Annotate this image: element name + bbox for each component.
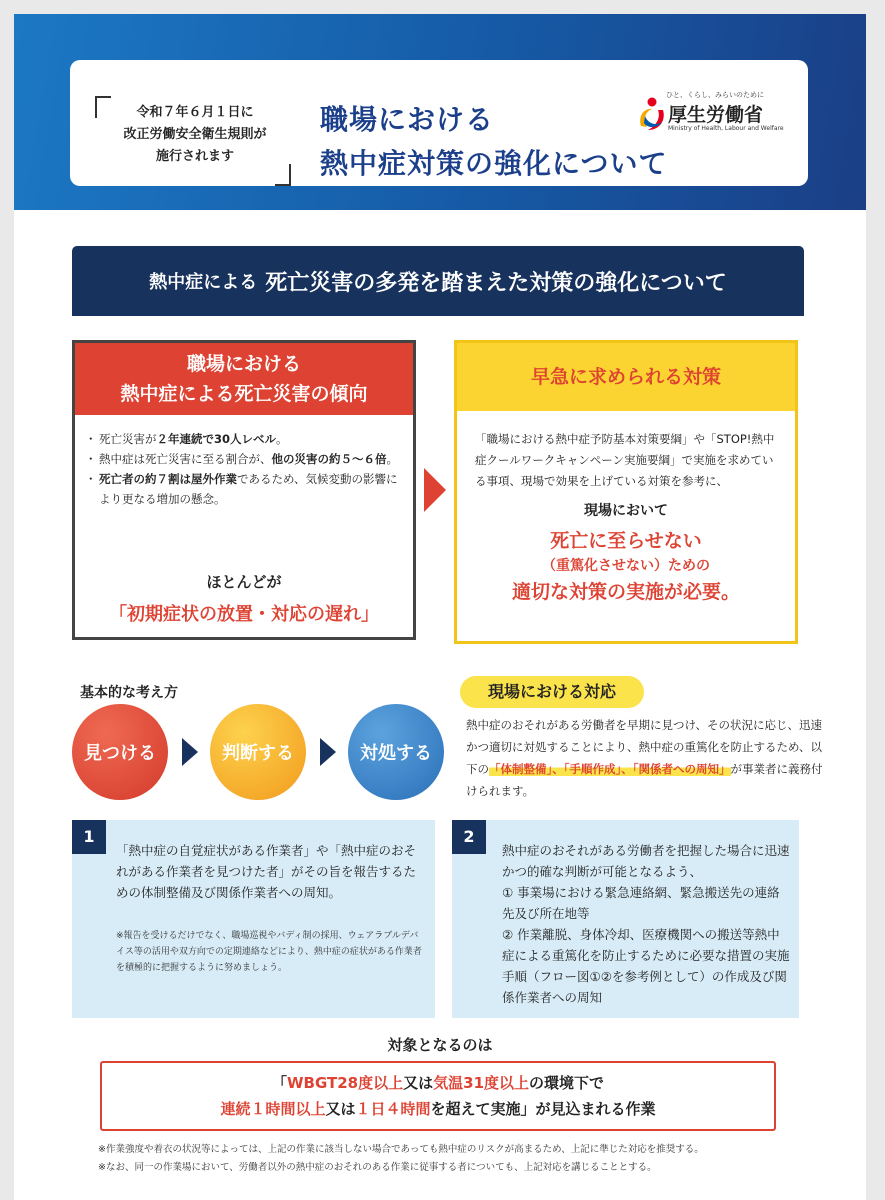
trend-bullets: [75, 429, 413, 509]
target-red: WBGT28度以上: [286, 1074, 404, 1092]
bracket-close: [275, 164, 291, 186]
logo-tagline: ひと、くらし、みらいのために: [666, 91, 764, 99]
onsite-text-pre: 熱中症のおそれがある労働者を早期に見つけ、その状況に応じ、迅速かつ適切に対処することにより、熱中症の重篤化を防止するため、以下の: [466, 718, 823, 776]
bracket-open: [95, 96, 111, 118]
requirement-number: 1: [72, 820, 106, 854]
footnote: ※なお、同一の作業場において、労働者以外の熱中症のおそれのある作業に従事する者についても、上記対応を講じることとする。: [98, 1162, 657, 1173]
target-text: を超えて実施: [430, 1100, 521, 1118]
trend-bullet: [89, 429, 401, 449]
page-title: [320, 98, 667, 186]
step-respond: 対処する: [348, 704, 444, 800]
step-arrow-icon: [320, 738, 336, 766]
measures-box: [454, 340, 798, 644]
trend-title-line: 職場における: [186, 353, 301, 375]
onsite-text-post: が事業者に義務付けられます。: [466, 762, 823, 798]
target-text: 又は: [403, 1074, 434, 1092]
trend-box: [72, 340, 416, 640]
title-line: 熱中症対策の強化について: [320, 147, 668, 180]
step-arrow-icon: [182, 738, 198, 766]
target-red: 気温31度以上: [433, 1074, 530, 1092]
bullet-text: 死亡災害が: [99, 432, 157, 446]
banner-part2: 死亡災害の多発を踏まえた対策の強化について: [265, 270, 727, 296]
bullet-text: 。: [276, 432, 288, 446]
bullet-text: であるため、気候変動の影響により更なる増加の懸念。: [99, 472, 398, 506]
header-card: [70, 60, 808, 186]
onsite-response-text: [466, 714, 826, 802]
target-conditions: [100, 1061, 776, 1131]
requirement-1-note: ※報告を受けるだけでなく、職場巡視やバディ制の採用、ウェアラブルデバイス等の活用や双方向での定期連絡などにより、熱中症の症状がある作業者を積極的に把握するように努めましょう。: [116, 931, 422, 973]
measures-description: 「職場における熱中症予防基本対策要綱」や「STOP!熱中症クールワークキャンペーン実施要綱」で実施を求めている事項、現場で効果を上げている対策を参考に、: [475, 432, 775, 488]
trend-title-line: 熱中症による死亡災害の傾向: [120, 383, 368, 405]
requirement-1-text: 「熱中症の自覚症状がある作業者」や「熱中症のおそれがある作業者を見つけた者」がその旨を報告するための体制整備及び関係作業者への周知。: [116, 843, 417, 900]
measures-emphasis-2: （重篤化させない）ための: [542, 558, 710, 574]
mhlw-logo: [636, 90, 796, 140]
logo-english: Ministry of Health, Labour and Welfare: [668, 125, 784, 132]
target-text: 又は: [325, 1100, 356, 1118]
bullet-bold: 他の災害の約５～６倍: [271, 452, 387, 466]
requirement-2-line: ② 作業離脱、身体冷却、医療機関への搬送等熱中症による重篤化を防止するために必要な措置の実施手順（フロー図①②を参考例として）の作成及び関係作業者への周知: [502, 927, 790, 1005]
bullet-bold: ２年連続で30人レベル: [156, 432, 277, 446]
requirement-2-line: ① 事業場における緊急連絡網、緊急搬送先の連絡先及び所在地等: [502, 885, 780, 921]
measures-box-title: 早急に求められる対策: [457, 343, 795, 411]
notice-line: 改正労働安全衛生規則が: [123, 127, 267, 142]
notice-line: 施行されます: [155, 149, 234, 164]
requirement-number: 2: [452, 820, 486, 854]
requirement-2-box: [452, 820, 799, 1018]
trend-bullet: [89, 449, 401, 469]
step-judge: 判断する: [210, 704, 306, 800]
page: [14, 14, 866, 1200]
notice-line: 令和７年６月１日に: [136, 105, 254, 120]
section-banner: [72, 246, 804, 316]
requirement-2-text: [502, 840, 792, 1008]
bullet-text: 。: [386, 452, 398, 466]
measures-emphasis-3: 適切な対策の実施が必要。: [511, 581, 740, 603]
target-line-2: [102, 1096, 774, 1122]
requirement-1-box: [72, 820, 435, 1018]
footnote: ※作業強度や着衣の状況等によっては、上記の作業に該当しない場合であっても熱中症のリスクが高まるため、上記に準じた対応を推奨する。: [98, 1144, 704, 1155]
basic-approach-label: 基本的な考え方: [80, 685, 178, 701]
bullet-text: 熱中症は死亡災害に至る割合が、: [99, 452, 272, 466]
target-red: 連続１時間以上: [220, 1100, 326, 1118]
trend-bullet: [89, 469, 401, 509]
trend-sub: ほとんどが: [206, 573, 282, 591]
banner-part1: 熱中症による: [149, 272, 258, 293]
title-line: 職場における: [320, 103, 495, 136]
measures-emphasis-1: 死亡に至らせない: [550, 530, 702, 552]
target-label: 対象となるのは: [387, 1036, 493, 1054]
arrow-right-icon: [424, 468, 446, 512]
target-red: １日４時間: [355, 1100, 431, 1118]
onsite-highlight: 「体制整備」、「手順作成」、「関係者への周知」: [489, 762, 731, 776]
target-text: 「: [271, 1074, 287, 1092]
target-text: 」が見込まれる作業: [520, 1100, 656, 1118]
mhlw-logo-icon: [636, 96, 666, 134]
step-find: 見つける: [72, 704, 168, 800]
bullet-bold: 死亡者の約７割は屋外作業: [99, 472, 237, 486]
requirement-2-line: 熱中症のおそれがある労働者を把握した場合に迅速かつ的確な判断が可能となるよう、: [502, 843, 790, 879]
onsite-response-title: 現場における対応: [460, 676, 644, 708]
target-line-1: [102, 1070, 774, 1096]
measures-sub: 現場において: [584, 503, 668, 519]
trend-box-title: [75, 343, 413, 415]
logo-name: 厚生労働省: [668, 104, 764, 126]
trend-emphasis: 「初期症状の放置・対応の遅れ」: [109, 604, 379, 625]
target-text: の環境下で: [529, 1074, 605, 1092]
enforcement-notice: [110, 102, 280, 168]
